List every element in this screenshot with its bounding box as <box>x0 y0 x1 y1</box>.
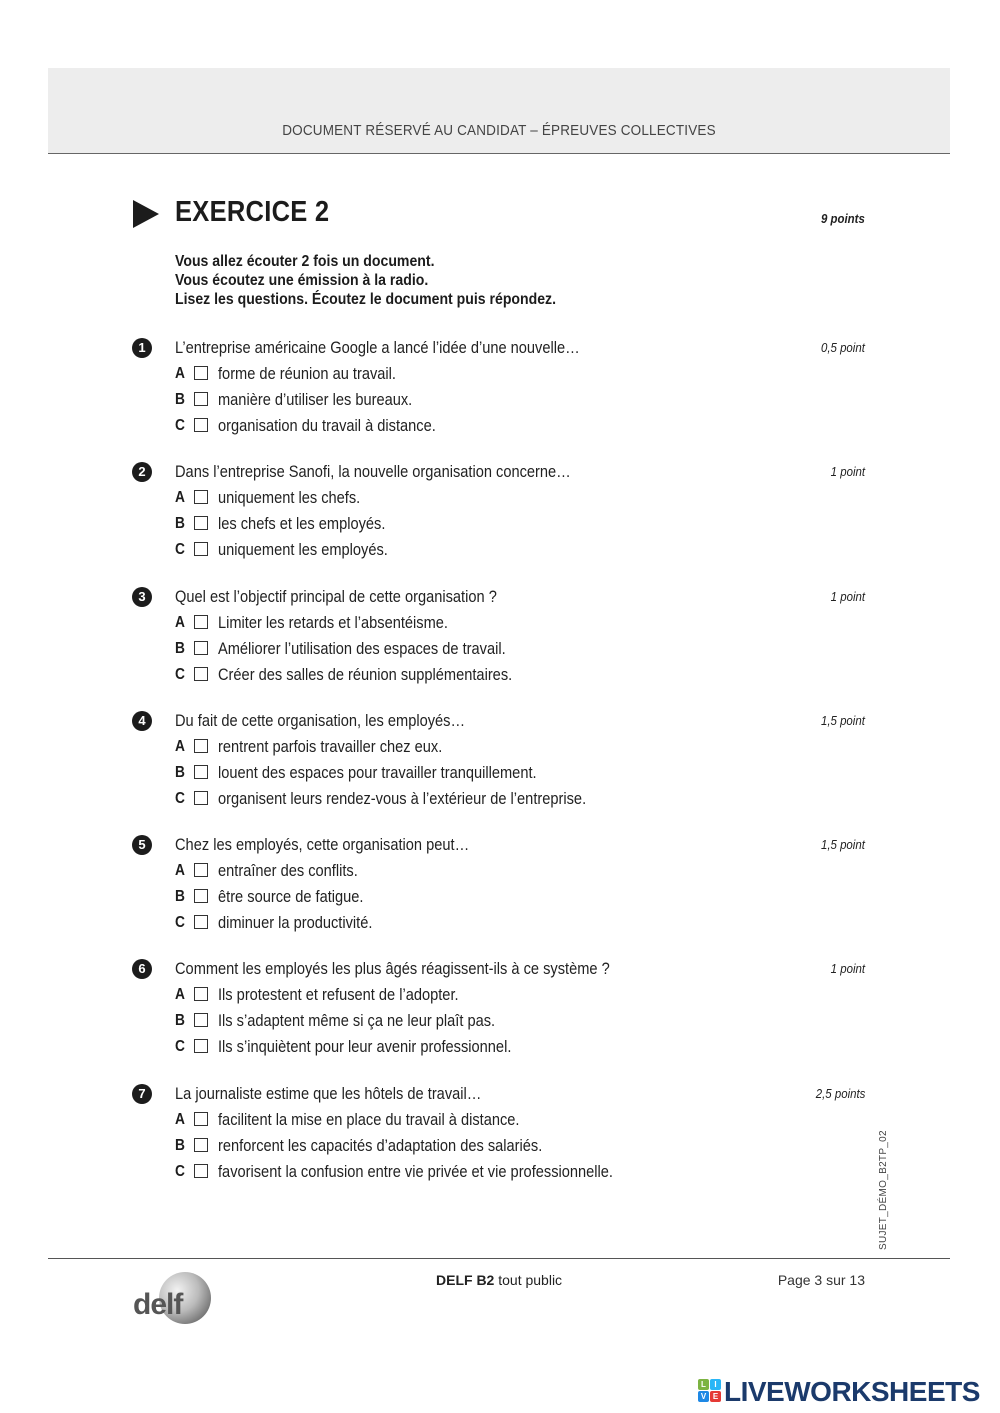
instruction-line: Vous allez écouter 2 fois un document. <box>175 253 435 270</box>
option-text: organisation du travail à distance. <box>218 415 436 435</box>
option-text: louent des espaces pour travailler tranquillement. <box>218 762 537 782</box>
option-text: organisent leurs rendez-vous à l’extérieur de l’entreprise. <box>218 788 587 808</box>
liveworksheets-tiles-icon <box>698 1379 722 1403</box>
option-letter: B <box>175 514 185 532</box>
document-code: SUJET_DÉMO_B2TP_02 <box>878 1130 889 1250</box>
question-text: La journaliste estime que les hôtels de travail… <box>175 1084 482 1103</box>
question-text: Du fait de cette organisation, les employés… <box>175 711 466 730</box>
checkbox[interactable] <box>194 1164 208 1178</box>
option-letter: C <box>175 665 185 683</box>
play-arrow-icon <box>133 200 159 228</box>
option-letter: A <box>175 1111 185 1128</box>
option-text: forme de réunion au travail. <box>218 364 396 383</box>
option-text: Limiter les retards et l’absentéisme. <box>218 613 448 632</box>
checkbox[interactable] <box>194 392 208 406</box>
question-text: Dans l’entreprise Sanofi, la nouvelle organisation concerne… <box>175 462 571 481</box>
instruction-line: Vous écoutez une émission à la radio. <box>175 272 429 289</box>
checkbox[interactable] <box>194 889 208 903</box>
checkbox[interactable] <box>194 667 208 681</box>
instruction-line: Lisez les questions. Écoutez le document puis répondez. <box>175 291 557 308</box>
question-text: Comment les employés les plus âgés réagissent-ils à ce système ? <box>175 959 610 978</box>
checkbox[interactable] <box>194 1138 208 1152</box>
checkbox[interactable] <box>194 791 208 805</box>
question-points: 1 point <box>830 589 865 604</box>
option-letter: C <box>175 789 185 807</box>
option-letter: C <box>175 913 185 931</box>
footer-exam-name <box>436 1272 562 1288</box>
option-text: les chefs et les employés. <box>218 513 386 533</box>
exercise-title: EXERCICE 2 <box>175 196 330 228</box>
document-header <box>48 68 950 154</box>
option-text: favorisent la confusion entre vie privée et vie professionnelle. <box>218 1161 613 1181</box>
checkbox[interactable] <box>194 615 208 629</box>
delf-logo <box>133 1268 213 1326</box>
delf-logo-text: delf <box>133 1288 183 1321</box>
option-text: Améliorer l’utilisation des espaces de travail. <box>218 638 506 658</box>
option-letter: B <box>175 887 185 905</box>
checkbox[interactable] <box>194 516 208 530</box>
checkbox[interactable] <box>194 1112 208 1126</box>
page-number: Page 3 sur 13 <box>777 1272 865 1288</box>
option-letter: B <box>175 763 185 781</box>
option-text: Ils s’inquiètent pour leur avenir professionnel. <box>218 1036 512 1056</box>
question-text: Quel est l’objectif principal de cette organisation ? <box>175 587 497 606</box>
option-letter: B <box>175 1136 185 1154</box>
option-text: manière d’utiliser les bureaux. <box>218 389 413 409</box>
option-text: Ils s’adaptent même si ça ne leur plaît pas. <box>218 1010 496 1030</box>
option-text: rentrent parfois travailler chez eux. <box>218 737 443 756</box>
exercise-points: 9 points <box>821 211 865 226</box>
question-points: 1 point <box>830 464 865 479</box>
option-letter: A <box>175 738 185 755</box>
option-letter: A <box>175 614 185 631</box>
question-number-badge: 2 <box>132 462 152 482</box>
liveworksheets-text: LIVEWORKSHEETS <box>724 1376 980 1407</box>
question-points: 1 point <box>830 961 865 976</box>
question-text: Chez les employés, cette organisation peut… <box>175 835 470 854</box>
option-text: Ils protestent et refusent de l’adopter. <box>218 985 459 1004</box>
option-letter: A <box>175 365 185 382</box>
tile-e: E <box>710 1391 721 1402</box>
option-letter: A <box>175 862 185 879</box>
checkbox[interactable] <box>194 739 208 753</box>
tile-l: L <box>698 1379 709 1390</box>
option-letter: C <box>175 540 185 558</box>
option-letter: B <box>175 390 185 408</box>
option-letter: A <box>175 986 185 1003</box>
checkbox[interactable] <box>194 490 208 504</box>
header-title: DOCUMENT RÉSERVÉ AU CANDIDAT – ÉPREUVES COLLECTIVES <box>282 122 716 139</box>
question-points: 1,5 point <box>821 837 865 852</box>
option-letter: C <box>175 1037 185 1055</box>
tile-i: I <box>710 1379 721 1390</box>
checkbox[interactable] <box>194 641 208 655</box>
option-letter: B <box>175 1011 185 1029</box>
question-points: 2,5 points <box>815 1086 865 1101</box>
option-text: uniquement les chefs. <box>218 488 361 507</box>
checkbox[interactable] <box>194 987 208 1001</box>
checkbox[interactable] <box>194 366 208 380</box>
option-letter: C <box>175 416 185 434</box>
checkbox[interactable] <box>194 1013 208 1027</box>
question-number-badge: 5 <box>132 835 152 855</box>
question-points: 1,5 point <box>821 713 865 728</box>
question-number-badge: 6 <box>132 959 152 979</box>
tile-v: V <box>698 1391 709 1402</box>
checkbox[interactable] <box>194 765 208 779</box>
question-number-badge: 3 <box>132 587 152 607</box>
checkbox[interactable] <box>194 863 208 877</box>
checkbox[interactable] <box>194 542 208 556</box>
option-letter: A <box>175 489 185 506</box>
footer-divider <box>48 1258 950 1259</box>
checkbox[interactable] <box>194 1039 208 1053</box>
option-text: facilitent la mise en place du travail à distance. <box>218 1110 520 1129</box>
checkbox[interactable] <box>194 915 208 929</box>
option-text: renforcent les capacités d’adaptation des salariés. <box>218 1135 543 1155</box>
option-text: être source de fatigue. <box>218 886 364 906</box>
exam-level: DELF B2 <box>436 1272 495 1288</box>
option-letter: B <box>175 639 185 657</box>
question-points: 0,5 point <box>821 340 865 355</box>
question-number-badge: 1 <box>132 338 152 358</box>
question-number-badge: 7 <box>132 1084 152 1104</box>
question-number-badge: 4 <box>132 711 152 731</box>
option-text: entraîner des conflits. <box>218 861 358 880</box>
checkbox[interactable] <box>194 418 208 432</box>
exercise-instructions <box>175 252 556 309</box>
option-text: uniquement les employés. <box>218 539 388 559</box>
option-letter: C <box>175 1162 185 1180</box>
question-text: L’entreprise américaine Google a lancé l’idée d’une nouvelle… <box>175 338 580 357</box>
option-text: diminuer la productivité. <box>218 912 373 932</box>
option-text: Créer des salles de réunion supplémentaires. <box>218 664 513 684</box>
exam-audience: tout public <box>494 1272 563 1288</box>
